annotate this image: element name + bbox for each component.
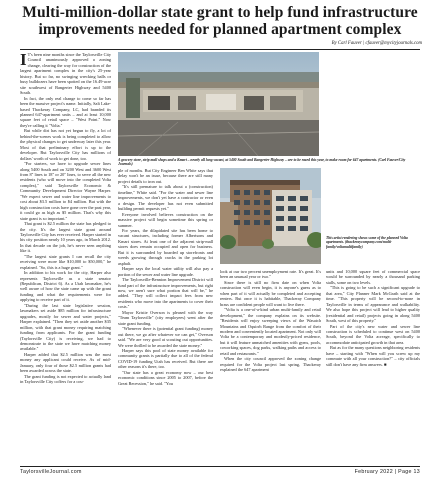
strip-mall-photo xyxy=(118,52,319,156)
publication-website: TaylorsvilleJournal.com xyxy=(20,469,82,475)
paragraph: For years, the dilapidated site has been home to vacant structures, including former Albertsons and Kmart stores. At least one of the adjacent strip-mall stores does remain occupied and open for business. But it is surrounded by boarded up storefronts and weeds growing through cracks in the parking lot asphalt. xyxy=(118,227,213,266)
paragraph: "The largest state grants I can recall the city receiving were more like $10,000 to $50,000," he explained. "So, this is a huge grant." xyxy=(20,253,111,270)
paragraph: "For starters, we have to upgrade sewer lines along 5400 South and on 3200 West and 3600 West from 8" lines to 18" or 20" lines, to serve all the new residents (who will move into the completed Volta complex)," said Taylorsville Economic & Community Development Director Wayne Harper. "We expect sewer and water line improvements to cost about $3.5 million to $4 million. But with the high construction costs have gone over the past year, it could go as high as $5 million. That's why this state grant is so important." xyxy=(20,161,111,221)
paragraph: units and 10,000 square feet of commercial space would be surrounded by nearly a thousand parking stalls, some on two levels. xyxy=(326,269,420,285)
paragraph: Since there is still no firm date on when Volta construction will even begin, it is anyone's guess as to when part of it will actually be completed and accepting renters. But once it is habitable, Thackeray Company brass are confident people will want to live there. xyxy=(220,279,321,307)
paragraph: "Volta is a one-of-a-kind urban multi-family and retail development," the company explains on its website. "Residents will enjoy sweeping views of the Wasatch Mountains and Oquirrh Range from the comfort of their modern and conveniently located apartment. Not only will Volta be a contemporary and modestly-priced residence, but it will feature unmatched amenities with gyms, pools, coworking spaces, dog parks, walking paths and access to retail and restaurants." xyxy=(220,307,321,356)
paragraph: Mayor Kristie Overson is pleased with the way "Team Taylorsville" (city employees) went after the state grant funding. xyxy=(118,309,213,326)
paragraph: "During the last state legislative session, lawmakers set aside $85 million for infrastructure upgrades, mostly for sewer and water projects," Harper explained. "Then they set aside another $35 million, with that grant money requiring matching funding from applicants. For the grant funding (Taylorsville City) is receiving, we had to demonstrate to the state we have matching money available." xyxy=(20,302,111,352)
paragraph: The grant funding is not expected to actually land in Taylorsville City coffers for a cou- xyxy=(20,373,111,385)
paragraph: Part of the city's new water and sewer line construction is scheduled to continue west on 5400 South, beyond the Volta acreage, specifically to accommodate anticipated growth in that area. xyxy=(326,323,420,345)
paragraph: In fact, the only real change to come so far has been the massive project's name. Initially, Salt Lake-based Thackeray Company, LC, had branded its planned 647-apartment units – and at least 10,000 square feet of retail space – "West Point." Now they're calling it "Volta." xyxy=(20,95,111,128)
paragraph: In addition to his work for the city, Harper also represents Taylorsville as a state senator (Republican, District 6). As a Utah lawmaker, he's well aware of how the state came up with the grant funding and what the requirements were for applying to receive part of it. xyxy=(20,270,111,303)
paragraph: Harper says this pool of state money available for community grants is partially due to all of the federal COVID-19 funding Utah has received. But there are other reasons it's there, too. xyxy=(118,347,213,370)
header-rule xyxy=(20,49,420,50)
volta-rendering-image xyxy=(220,168,321,264)
rendering-caption: This artist rendering shows some of the planned Volta apartments. (thackeraycompany.com/multi-family/voltamultifamily) xyxy=(326,236,408,249)
article-column-3 xyxy=(220,269,321,464)
paragraph: Harper says the local water utility will also pay a portion of the sewer and water line upgrade. xyxy=(118,266,213,277)
byline: By Carl Fauver | cfauver@mycityjournals.com xyxy=(331,41,422,46)
paragraph: look at our two percent unemployment rate. It's great. It's been an unusual year or two." xyxy=(220,269,321,280)
paragraph: The Taylorsville-Bennion Improvement District will fund part of the infrastructure improvements, but right now, we aren't sure what portion that will be," he added. "They will collect impact fees from new residents who move into the apartments to cover their costs." xyxy=(118,277,213,310)
issue-date-page-number: February 2022 | Page 13 xyxy=(354,469,420,475)
paragraph: T's been nine months since the Taylorsville City Council unanimously approved a zoning change, clearing the way for construction of the largest apartment complex in the city's 25-year history. But so far, no swinging wrecking balls or busy bulldozers have been spotted on the 16.49-acre site southwest of Bangerter Highway and 5400 South. xyxy=(20,52,111,96)
lead-paragraph xyxy=(20,52,111,96)
paragraph: But as for the many questions neighboring residents have – starting with "When will you screw up my commute with all your construction?" – city officials still don't have any firm answers. ■ xyxy=(326,345,420,367)
article-column-1 xyxy=(20,52,111,464)
paragraph: "This is going to be such a significant upgrade to that area," City Planner Mark McGrath said at the time. "This property will be second-to-none in Taylorsville in terms of appearance and walkability. We also hope this project will lead to higher quality (residential and retail) projects going in along 5400 South, west of this property." xyxy=(326,285,420,324)
headline: Multi-million-dollar state grant to help fund infrastructure improvements needed for planned apartment complex xyxy=(22,4,418,38)
footer-rule xyxy=(20,466,420,467)
paragraph: Harper added that $2.5 million was the most money any applicant could receive. As of mid-January, only four of those $2.5 million grants had been awarded across the state. xyxy=(20,351,111,374)
paragraph: "Our state has a great economy now – our best economic conditions since 2005 to 2007, before the Great Recession," he said. "You xyxy=(118,369,213,386)
paragraph: "It's still premature to talk about a (construction) timeline," White said. "For the water and sewer line improvements, we don't yet have a contractor or even a design. The developer has not even submitted building permit requests yet." xyxy=(118,184,213,212)
article-column-2 xyxy=(118,168,213,464)
article-column-4 xyxy=(326,269,420,464)
paragraph: When the city council approved the zoning change required for the Volta project last spring, Thackeray explained the 647 apartment xyxy=(220,356,321,373)
paragraph: Everyone involved believes construction on the massive project will begin sometime this spring or summer. xyxy=(118,211,213,228)
drop-cap: I xyxy=(20,52,27,69)
photo-caption: A grocery store, strip mall shops and a Kmart – nearly all long vacant, at 5400 South and Bangerter Highway – are to be razed this year, to make room for 647 apartments. (Carl Fauver/City Journals) xyxy=(118,158,406,167)
paragraph: But while dirt has not yet begun to fly, a lot of behind-the-scenes work is being completed to allow the physical changes to get underway later this year. Most of that preliminary effort is up to the developer. But Taylorsville City has millions of dollars' worth of work to get done, too. xyxy=(20,128,111,161)
paragraph: ple of months. But City Engineer Ben White says that delay won't be an issue, because there are still many project details to iron out. xyxy=(118,168,213,184)
paragraph: That grant is $2.5 million the state has pledged to the city. It's the largest state grant around Taylorsville City has ever received. Harper started in his city position nearly 10 years ago, in March 2012. In that decade on the job, he's never seen anything like it. xyxy=(20,221,111,254)
paragraph: "Whenever there is (potential grant funding) money out there, we go after whatever we can get," Overson said. "We are very good at scouting out opportunities. We were thrilled to be awarded the state money." xyxy=(118,326,213,348)
